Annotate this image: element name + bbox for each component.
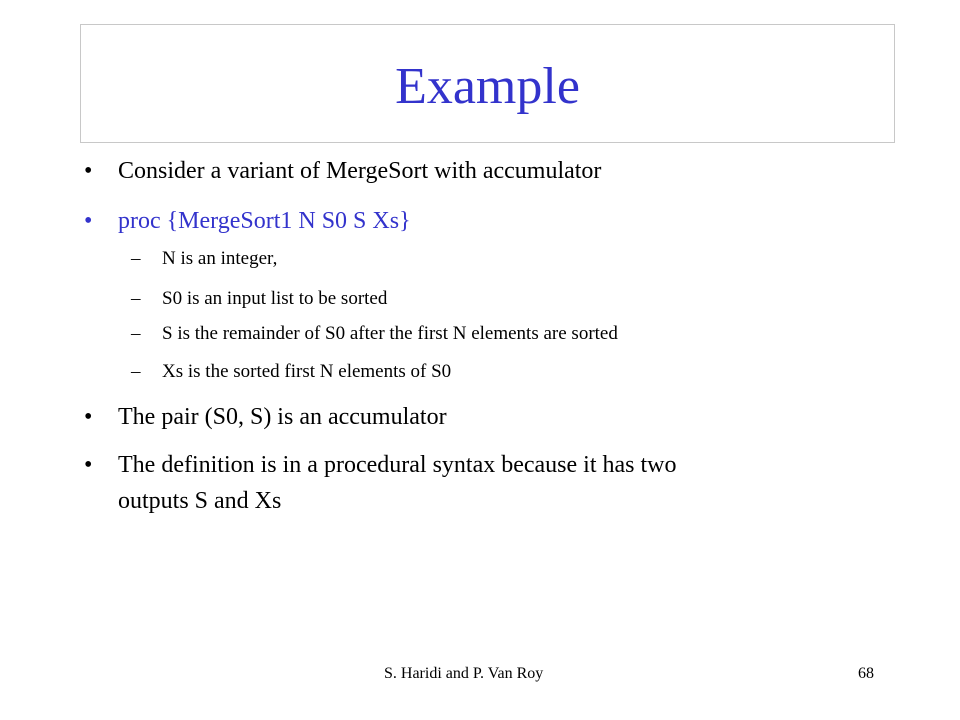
bullet-marker: •: [84, 452, 93, 478]
sub-text: S is the remainder of S0 after the first N elements are sorted: [162, 323, 618, 344]
bullet-marker: •: [84, 208, 93, 234]
bullet-marker: •: [84, 404, 93, 430]
bullet-text-line-1: The definition is in a procedural syntax because it has two: [118, 452, 677, 478]
bullet-text: proc {MergeSort1 N S0 S Xs}: [118, 208, 411, 234]
bullet-marker: •: [84, 158, 93, 184]
sub-dash: –: [131, 323, 141, 344]
sub-text: N is an integer,: [162, 248, 278, 269]
title-box: [80, 24, 895, 143]
sub-dash: –: [131, 361, 141, 382]
sub-dash: –: [131, 288, 141, 309]
bullet-text-line-2: outputs S and Xs: [118, 488, 282, 514]
slide-title: Example: [395, 57, 580, 115]
footer-author: S. Haridi and P. Van Roy: [384, 665, 544, 682]
sub-dash: –: [131, 248, 141, 269]
bullet-text: Consider a variant of MergeSort with accumulator: [118, 158, 602, 184]
sub-text: S0 is an input list to be sorted: [162, 288, 388, 309]
page-number: 68: [858, 665, 874, 682]
bullet-text: The pair (S0, S) is an accumulator: [118, 404, 447, 430]
sub-text: Xs is the sorted first N elements of S0: [162, 361, 452, 382]
